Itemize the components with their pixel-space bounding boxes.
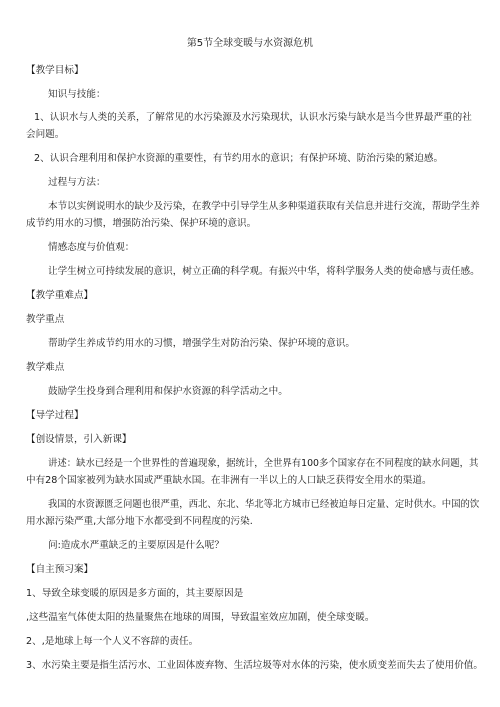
- knowledge-item-1-line2: 会问题。: [26, 129, 65, 140]
- intro-text-line1: 讲述：缺水已经是一个世界性的普遍现象，据统计，全世界有100多个国家存在不同程度的缺水问题，其: [48, 458, 479, 469]
- question-text: 问:造成水严重缺乏的主要原因是什么呢？: [48, 540, 224, 551]
- emotion-text: 让学生树立可持续发展的意识，树立正确的科学观。有振兴中华，将科学服务人类的使命感与责任感。: [48, 266, 480, 277]
- knowledge-heading: 知识与技能：: [48, 89, 106, 100]
- preview-item-1-line2: ,这些温室气体使太阳的热量聚焦在地球的周围，导致温室效应加剧，使全球变暖。: [26, 612, 375, 623]
- process-text-line1: 本节以实例说明水的缺少及污染，在教学中引导学生从多种渠道获取有关信息并进行交流，帮助学生养: [48, 201, 480, 212]
- section-objectives: 【教学目标】: [26, 65, 84, 76]
- process-text-line2: 成节约用水的习惯，增强防治污染、保护环境的意识。: [26, 218, 257, 229]
- section-keypoints: 【教学重难点】: [26, 290, 94, 301]
- preview-item-3: 3、水污染主要是指生活污水、工业固体废弃物、生活垃圾等对水体的污染，使水质变差而失去了使用价值。: [26, 660, 484, 671]
- page-title: 第5节全球变暖与水资源危机: [186, 38, 314, 49]
- difficulty-heading: 教学难点: [26, 362, 65, 373]
- section-preview: 【自主预习案】: [26, 564, 94, 575]
- china-text-line1: 我国的水资源匮乏问题也很严重，西北、东北、华北等北方城市已经被迫每日定量、定时供水。中国的饮: [48, 499, 480, 510]
- section-intro: 【创设情景，引入新课】: [26, 434, 132, 445]
- preview-item-2: 2、,是地球上每一个人义不容辞的责任。: [26, 636, 199, 647]
- difficulty-text: 鼓励学生投身到合理利用和保护水资源的科学活动之中。: [48, 386, 288, 397]
- knowledge-item-1-line1: 1、认识水与人类的关系，了解常见的水污染源及水污染现状，认识水污染与缺水是当今世界最严重的社: [34, 112, 472, 123]
- key-heading: 教学重点: [26, 314, 65, 325]
- knowledge-item-2: 2、认识合理利用和保护水资源的重要性，有节约用水的意识；有保护环境、防治污染的紧迫感。: [34, 153, 444, 164]
- key-text: 帮助学生养成节约用水的习惯，增强学生对防治污染、保护环境的意识。: [48, 338, 355, 349]
- china-text-line2: 用水源污染严重,大部分地下水都受到不同程度的污染.: [26, 516, 253, 527]
- preview-item-1-line1: 1、导致全球变暖的原因是多方面的，其主要原因是: [26, 588, 244, 599]
- section-process: 【导学过程】: [26, 410, 84, 421]
- intro-text-line2: 中有28个国家被列为缺水国或严重缺水国。在非洲有一半以上的人口缺乏获得安全用水的渠道。: [26, 475, 432, 486]
- emotion-heading: 情感态度与价值观：: [48, 242, 135, 253]
- process-heading: 过程与方法：: [48, 177, 106, 188]
